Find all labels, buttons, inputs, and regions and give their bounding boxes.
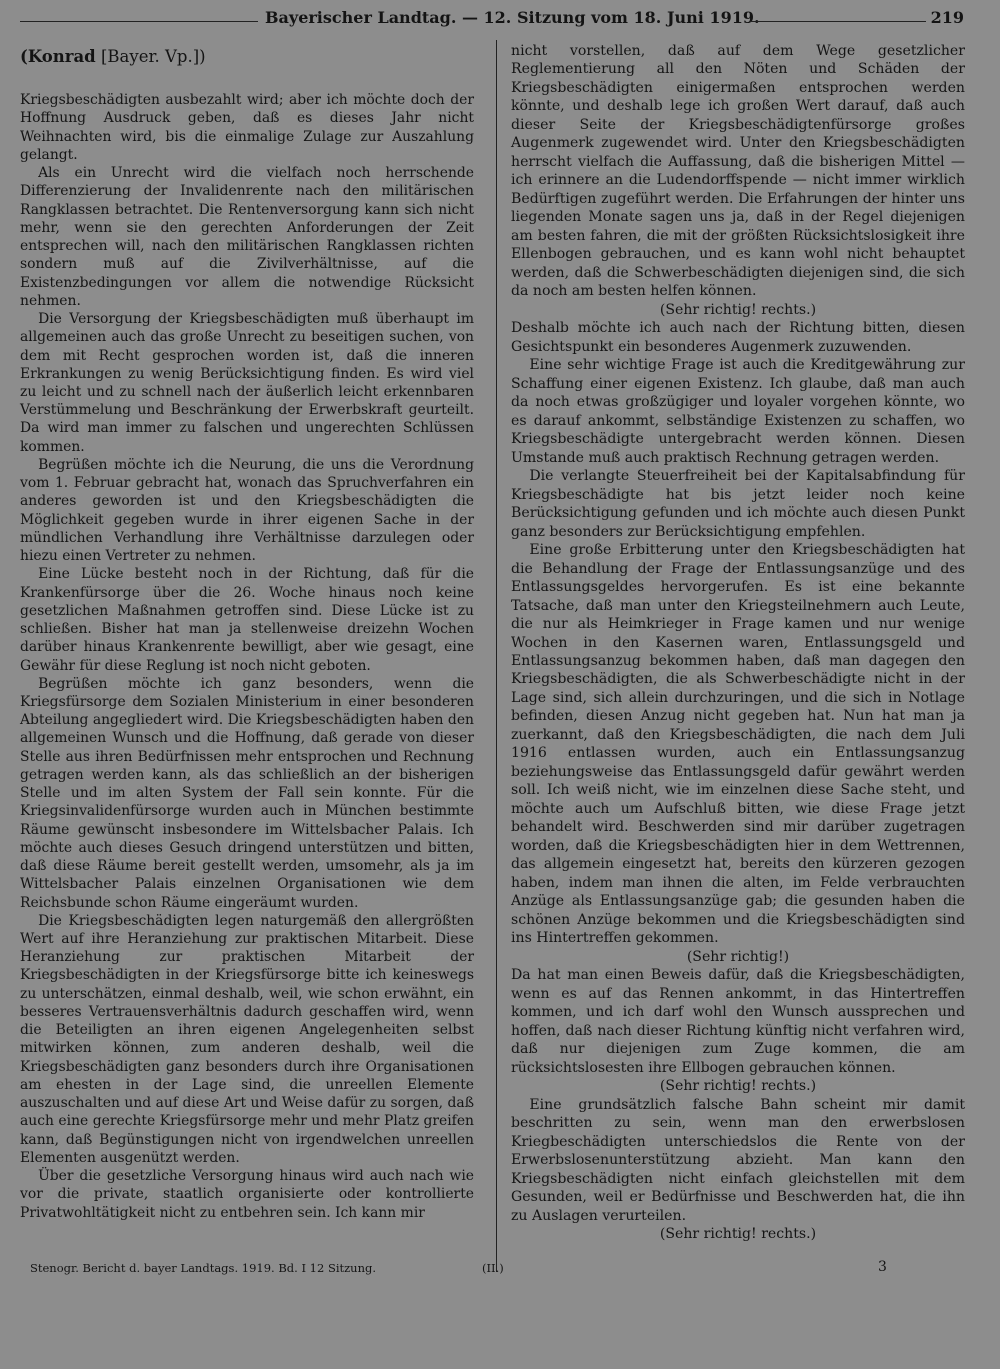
speaker-heading [20,48,474,66]
footer-signature: (II.) [482,1261,504,1275]
page-number: 219 [930,8,964,27]
paragraph: Eine Lücke besteht noch in der Richtung, daß für die Krankenfürsorge über die 26. Woche hinaus noch keine gesetzlichen Maßnahmen getroffen sind. Diese Lücke ist zu schließen. Bisher hat man ja stellenweise dreizehn Wochen darüber hinaus Krankenrente bewilligt, aber wie gesagt, eine Gewähr für diese Reglung ist noch nicht geboten. [20,566,474,674]
paragraph: Da hat man einen Beweis dafür, daß die Kriegsbeschädigten, wenn es auf das Rennen ankommt, in das Hintertreffen kommen, und ich darf wohl den Wunsch aussprechen und hoffen, daß nach dieser Richtung künftig nicht verfahren wird, daß nur diejenigen zum Zuge kommen, die am rücksichtslosesten ihre Ellbogen gebrauchen können. [511,967,965,1076]
column-divider [496,40,497,1272]
paragraph: Eine grundsätzlich falsche Bahn scheint mir damit beschritten zu sein, wenn man den erwerbslosen Kriegbeschädigten unterschiedslos die Rente von der Erwerbslosenunterstützung abzieht. Man kann den Kriegsbeschädigten nicht einfach gleichstellen mit dem Gesunden, weil er Bedürfnisse und Beschwerden hat, die ihn zu Auslagen verurteilen. [511,1096,965,1224]
paragraph: Deshalb möchte ich auch nach der Richtung bitten, diesen Gesichtspunkt ein besonderes Augenmerk zuzuwenden. [511,320,965,355]
paragraph: Kriegsbeschädigten ausbezahlt wird; aber ich möchte doch der Hoffnung Ausdruck geben, daß es dieses Jahr nicht Weihnachten wird, bis die einmalige Zulage zur Auszahlung gelangt. [20,92,474,163]
paragraph: nicht vorstellen, daß auf dem Wege gesetzlicher Reglementierung all den Nöten und Schäden der Kriegsbeschädigten einigermaßen entsprochen werden könnte, und deshalb lege ich großen Wert darauf, daß auch dieser Seite der Kriegsbeschädigtenfürsorge großes Augenmerk zugewendet wird. Unter den Kriegsbeschädigten herrscht vielfach die Auffassung, daß die bisherigen Mittel — ich erinnere an die Ludendorffspende — nicht immer wirklich Bedürftigen zugeführt werden. Die Erfahrungen der hinter uns liegenden Monate sagen uns ja, daß in der Regel diejenigen am besten fahren, die mit der größten Rücksichtslosigkeit ihre Ellenbogen gebrauchen, und es kann wohl nicht behauptet werden, daß die Schwerbeschädigten diejenigen sind, die sich da noch am besten helfen können. [511,43,965,300]
paragraph: Die Kriegsbeschädigten legen naturgemäß den allergrößten Wert auf ihre Heranziehung zur praktischen Mitarbeit. Diese Heranziehung zur praktischen Mitarbeit der Kriegsbeschädigten in der Kriegsfürsorge bitte ich keineswegs zu unterschätzen, einmal deshalb, weil, wie schon erwähnt, ein besseres Vertrauensverhältnis dadurch geschaffen wird, wenn die Beteiligten an ihren eigenen Angelegenheiten selbst mitwirken können, zum anderen deshalb, weil die Kriegsbeschädigten ganz besonders durch ihre Organisationen am ehesten in der Lage sind, die unreellen Elemente auszuschalten und auf diese Art und Weise dafür zu sorgen, daß auch eine gerechte Kriegsfürsorge mehr und mehr Platz greifen kann, daß Begünstigungen nicht von irgendwelchen unreellen Elementen ausgenützt werden. [20,912,474,1166]
running-title: Bayerischer Landtag. — 12. Sitzung vom 18. Juni 1919. [265,8,760,27]
header-rule-right [750,21,926,22]
paragraph: Als ein Unrecht wird die vielfach noch herrschende Differenzierung der Invalidenrente nach den militärischen Rangklassen betrachtet. Die Rentenversorgung kann sich nicht mehr, wenn sie den gerechten Anforderungen der Zeit entsprechen will, nach den militärischen Rangklassen richten sondern muß auf die Zivilverhältnisse, auf die Existenzbedingungen vor allem die notwendige Rücksicht nehmen. [20,165,474,309]
speaker-party: [Bayer. Vp.]) [100,47,206,66]
left-column [20,42,474,1222]
paragraph: Eine sehr wichtige Frage ist auch die Kreditgewährung zur Schaffung einer eigenen Existenz. Ich glaube, daß man auch da noch etwas großzügiger und loyaler vorgehen könnte, wo es darauf ankommt, selbständige Existenzen zu schaffen, wo Kriegsbeschädigte untergebracht werden können. Diesen Umstande muß auch praktisch Rechnung getragen werden. [511,357,965,466]
paragraph: Begrüßen möchte ich ganz besonders, wenn die Kriegsfürsorge dem Sozialen Ministerium in einer besonderen Abteilung angegliedert wird. Die Kriegsbeschädigten haben den allgemeinen Wunsch und die Hoffnung, daß gerade von dieser Stelle aus ihren Bedürfnissen mehr entsprochen und Rechnung getragen werden kann, als das schließlich an der bisherigen Stelle und im alten System der Fall sein konnte. Für die Kriegsinvalidenfürsorge wurden auch in München bestimmte Räume gewünscht insbesondere im Wittelsbacher Palais. Ich möchte auch dieses Gesuch dringend unterstützen und bitten, daß diese Räume bereit gestellt werden, umsomehr, als ja im Wittelsbacher Palais einzelnen Organisationen wie dem Reichsbunde schon Räume eingeräumt wurden. [20,675,474,911]
header-rule-left [20,21,258,22]
speaker-name: Konrad [27,47,96,66]
paragraph: Die Versorgung der Kriegsbeschädigten muß überhaupt im allgemeinen auch das große Unrecht zu beseitigen suchen, von dem mit Recht gesprochen worden ist, daß die inneren Erkrankungen zu wenig Berücksichtigung finden. Es wird viel zu leicht und zu schnell nach der äußerlich leicht erkennbaren Verstümmelung und Beschränkung der Erwerbskraft geurteilt. Da wird man immer zu falschen und ungerechten Schlüssen kommen. [20,311,474,455]
paragraph: Eine große Erbitterung unter den Kriegsbeschädigten hat die Behandlung der Frage der Entlassungsanzüge und des Entlassungsgeldes hervorgerufen. Es ist eine bekannte Tatsache, daß man unter den Kriegsteilnehmern auch Leute, die nur als Heimkrieger in Frage kamen und nur wenige Wochen in den Kasernen waren, Entlassungsgeld und Entlassungsanzug bekommen haben, daß man dagegen den Kriegsbeschädigten, die als Schwerbeschädigte nicht in der Lage sind, sich allein durchzuringen, und die sich in Notlage befinden, diesen Anzug nicht gegeben hat. Nun hat man ja zuerkannt, daß den Kriegsbeschädigten, die nach dem Juli 1916 entlassen wurden, auch ein Entlassungsanzug beziehungsweise das Entlassungsgeld dafür gewährt werden soll. Ich weiß nicht, wie im einzelnen diese Sache steht, und möchte auch um Aufschluß bitten, wie diese Frage jetzt behandelt wird. Beschwerden sind mir darüber zugetragen worden, daß die Kriegsbeschädigten hier in dem Wettrennen, das allgemein eingesetzt hat, bereits den kürzeren gezogen haben, indem man ihnen die alten, im Felde verbrauchten Anzüge als Entlassungsanzüge gab; die gesunden haben die schönen Anzüge bekommen und die Kriegsbeschädigten sind ins Hintertreffen gekommen. [511,542,965,947]
applause-note: (Sehr richtig! rechts.) [659,1078,817,1095]
footer-sheet-number: 3 [878,1259,887,1275]
right-column [511,42,965,1243]
page-header [20,8,964,34]
footer-source: Stenogr. Bericht d. bayer Landtags. 1919. Bd. I 12 Sitzung. [30,1261,377,1275]
page-footer [20,1259,964,1279]
applause-note: (Sehr richtig!) [686,948,790,965]
paragraph: Über die gesetzliche Versorgung hinaus wird auch nach wie vor die private, staatlich organisierte oder kontrollierte Privatwohltätigkeit nicht zu entbehren sein. Ich kann mir [20,1168,474,1221]
paragraph: Die verlangte Steuerfreiheit bei der Kapitalsabfindung für Kriegsbeschädigte hat bis jetzt leider noch keine Berücksichtigung gefunden und ich möchte auch diesen Punkt ganz besonders zur Berücksichtigung empfehlen. [511,468,965,540]
applause-note: (Sehr richtig! rechts.) [659,1226,817,1242]
speaker-paren-open: ( [20,47,28,66]
applause-note: (Sehr richtig! rechts.) [659,301,817,318]
paragraph: Begrüßen möchte ich die Neurung, die uns die Verordnung vom 1. Februar gebracht hat, wonach das Spruchverfahren ein anderes geworden ist und den Kriegsbeschädigten die Möglichkeit gegeben wurde in ihrer eigenen Sache in der mündlichen Verhandlung ihre Verhältnisse darzulegen oder hiezu einen Vertreter zu nehmen. [20,456,474,565]
